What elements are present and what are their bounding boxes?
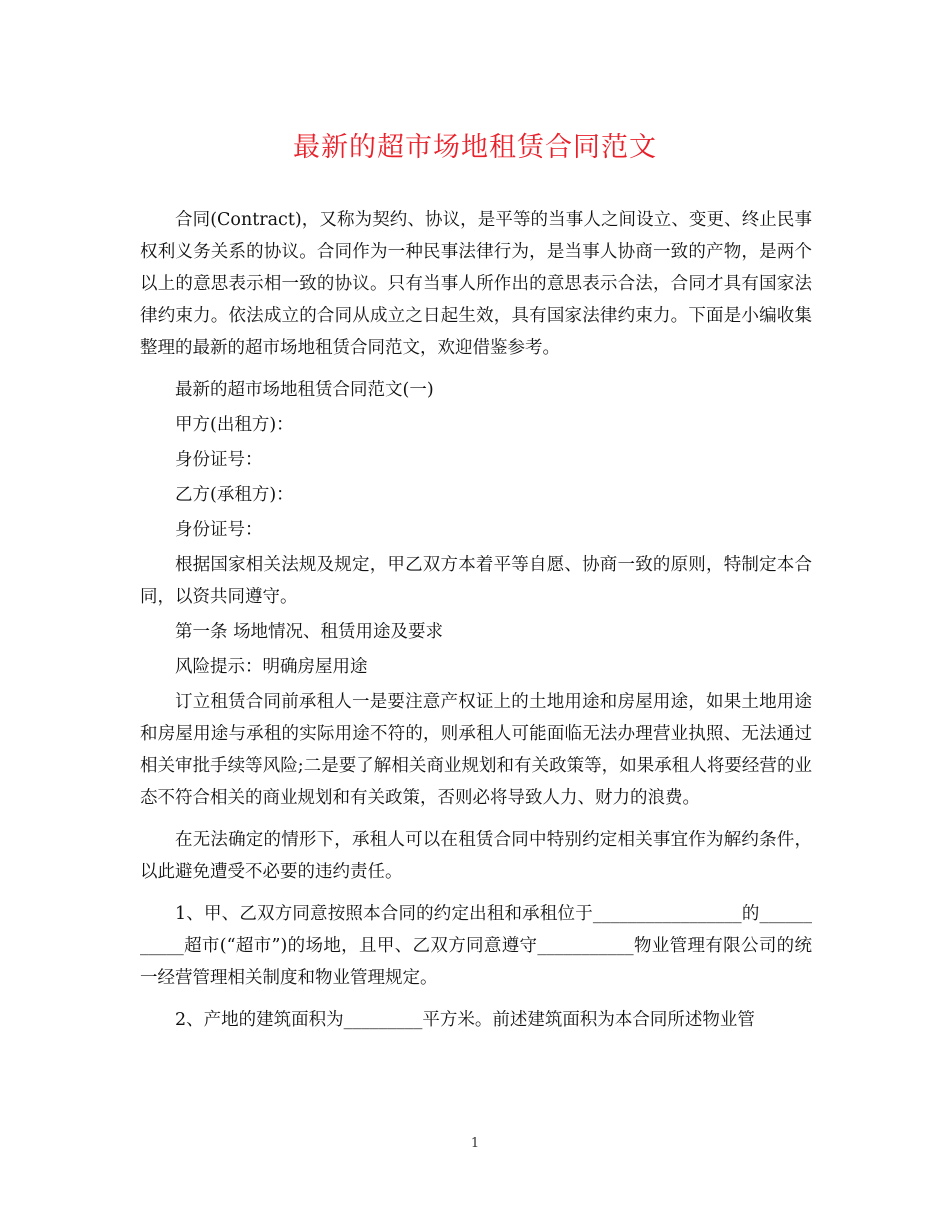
- intro-paragraph: 合同(Contract)，又称为契约、协议，是平等的当事人之间设立、变更、终止民事权利义务关系的协议。合同作为一种民事法律行为，是当事人协商一致的产物，是两个以上的意思表示相一致的协议。只有当事人所作出的意思表示合法，合同才具有国家法律约束力。依法成立的合同从成立之日起生效，具有国家法律约束力。下面是小编收集整理的最新的超市场地租赁合同范文，欢迎借鉴参考。: [140, 210, 812, 358]
- party-b-id-field: 身份证号：: [175, 520, 263, 540]
- document-body: [140, 204, 812, 1039]
- clause-one: 1、甲、乙双方同意按照本合同的约定出租和承租位于_________________的___________超市(“超市”)的场地，且甲、乙双方同意遵守___________物业管理有限公司的统一经营管理相关制度和物业管理规定。: [140, 904, 812, 988]
- clause-two: 2、产地的建筑面积为_________平方米。前述建筑面积为本合同所述物业管: [175, 1010, 755, 1030]
- document-title: 最新的超市场地租赁合同范文: [293, 132, 657, 163]
- risk-tip: 风险提示：明确房屋用途: [175, 657, 368, 677]
- section-heading: 最新的超市场地租赁合同范文(一): [175, 380, 434, 400]
- article-one-heading: 第一条 场地情况、租赁用途及要求: [175, 622, 444, 642]
- party-a-field: 甲方(出租方)：: [175, 415, 294, 435]
- risk-paragraph: 订立租赁合同前承租人一是要注意产权证上的土地用途和房屋用途，如果土地用途和房屋用途与承租的实际用途不符的，则承租人可能面临无法办理营业执照、无法通过相关审批手续等风险;二是要了解相关商业规划和有关政策等，如果承租人将要经营的业态不符合相关的商业规划和有关政策，否则必将导致人力、财力的浪费。: [140, 692, 812, 808]
- preamble-paragraph: 根据国家相关法规及规定，甲乙双方本着平等自愿、协商一致的原则，特制定本合同，以资共同遵守。: [140, 555, 812, 607]
- party-b-field: 乙方(承租方)：: [175, 485, 294, 505]
- party-a-id-field: 身份证号：: [175, 450, 263, 470]
- termination-paragraph: 在无法确定的情形下，承租人可以在租赁合同中特别约定相关事宜作为解约条件，以此避免遭受不必要的违约责任。: [140, 830, 812, 882]
- page-number: 1: [470, 1136, 480, 1151]
